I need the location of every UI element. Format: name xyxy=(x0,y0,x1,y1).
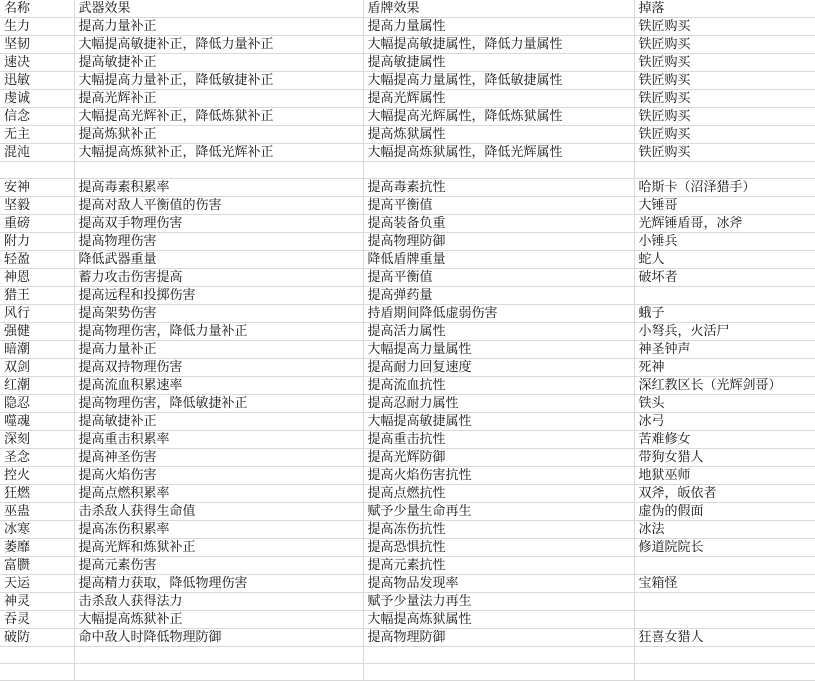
cell-name[interactable]: 巫蛊 xyxy=(0,503,74,521)
cell-shield-effect[interactable]: 提高装备负重 xyxy=(363,215,634,233)
cell-name[interactable] xyxy=(0,647,74,664)
cell-drop[interactable] xyxy=(634,611,815,629)
table-row xyxy=(0,126,815,144)
cell-shield-effect[interactable]: 持盾期间降低虚弱伤害 xyxy=(363,305,634,323)
cell-shield-effect[interactable]: 提高平衡值 xyxy=(363,269,634,287)
cell-drop[interactable]: 铁匠购买 xyxy=(634,144,815,162)
cell-shield-effect[interactable]: 提高点燃抗性 xyxy=(363,485,634,503)
cell-shield-effect[interactable]: 提高耐力回复速度 xyxy=(363,359,634,377)
cell-shield-effect[interactable]: 提高物品发现率 xyxy=(363,575,634,593)
cell-drop[interactable]: 冰法 xyxy=(634,521,815,539)
cell-weapon-effect[interactable]: 击杀敌人获得法力 xyxy=(74,593,363,611)
cell-shield-effect[interactable]: 大幅提高炼狱属性，降低光辉属性 xyxy=(363,144,634,162)
cell-drop[interactable]: 小弩兵，火活尸 xyxy=(634,323,815,341)
cell-name[interactable]: 狂燃 xyxy=(0,485,74,503)
cell-weapon-effect[interactable]: 大幅提高炼狱补正，降低光辉补正 xyxy=(74,144,363,162)
table-row xyxy=(0,108,815,126)
cell-shield-effect[interactable]: 赋予少量生命再生 xyxy=(363,503,634,521)
cell-name[interactable]: 噬魂 xyxy=(0,413,74,431)
cell-weapon-effect[interactable]: 提高点燃积累率 xyxy=(74,485,363,503)
cell-weapon-effect[interactable]: 命中敌人时降低物理防御 xyxy=(74,629,363,647)
cell-drop[interactable]: 破坏者 xyxy=(634,269,815,287)
table-row xyxy=(0,413,815,431)
cell-weapon-effect[interactable]: 提高光辉补正 xyxy=(74,90,363,108)
cell-drop[interactable]: 铁匠购买 xyxy=(634,54,815,72)
cell-name[interactable]: 迅敏 xyxy=(0,72,74,90)
cell-weapon-effect[interactable]: 提高双持物理伤害 xyxy=(74,359,363,377)
cell-name[interactable]: 萎靡 xyxy=(0,539,74,557)
cell-drop[interactable]: 铁头 xyxy=(634,395,815,413)
cell-shield-effect[interactable]: 提高物理防御 xyxy=(363,629,634,647)
cell-name[interactable]: 深刻 xyxy=(0,431,74,449)
cell-weapon-effect[interactable]: 提高火焰伤害 xyxy=(74,467,363,485)
cell-shield-effect[interactable]: 提高炼狱属性 xyxy=(363,126,634,144)
table-row xyxy=(0,341,815,359)
cell-name[interactable]: 控火 xyxy=(0,467,74,485)
cell-weapon-effect[interactable]: 提高敏捷补正 xyxy=(74,54,363,72)
cell-name[interactable]: 神恩 xyxy=(0,269,74,287)
cell-drop[interactable]: 小锤兵 xyxy=(634,233,815,251)
table-row xyxy=(0,162,815,179)
cell-name[interactable]: 信念 xyxy=(0,108,74,126)
cell-shield-effect[interactable] xyxy=(363,647,634,664)
cell-shield-effect[interactable]: 提高忍耐力属性 xyxy=(363,395,634,413)
table-row xyxy=(0,611,815,629)
table-row xyxy=(0,467,815,485)
cell-name[interactable]: 虔诚 xyxy=(0,90,74,108)
cell-drop[interactable]: 铁匠购买 xyxy=(634,36,815,54)
cell-shield-effect[interactable]: 降低盾牌重量 xyxy=(363,251,634,269)
cell-drop[interactable]: 深红教区长（光辉剑哥） xyxy=(634,377,815,395)
cell-shield-effect[interactable]: 提高重击抗性 xyxy=(363,431,634,449)
cell-name[interactable]: 红潮 xyxy=(0,377,74,395)
cell-weapon-effect[interactable]: 击杀敌人获得生命值 xyxy=(74,503,363,521)
cell-weapon-effect[interactable]: 蓄力攻击伤害提高 xyxy=(74,269,363,287)
cell-name[interactable]: 天运 xyxy=(0,575,74,593)
cell-shield-effect[interactable]: 提高物理防御 xyxy=(363,233,634,251)
table-row xyxy=(0,305,815,323)
table-row xyxy=(0,503,815,521)
cell-shield-effect[interactable]: 大幅提高敏捷属性 xyxy=(363,413,634,431)
cell-weapon-effect[interactable]: 提高重击积累率 xyxy=(74,431,363,449)
table-row xyxy=(0,593,815,611)
cell-weapon-effect[interactable]: 提高炼狱补正 xyxy=(74,126,363,144)
cell-drop[interactable] xyxy=(634,664,815,681)
cell-name[interactable]: 暗潮 xyxy=(0,341,74,359)
cell-shield-effect[interactable]: 大幅提高力量属性 xyxy=(363,341,634,359)
cell-shield-effect[interactable]: 大幅提高炼狱属性 xyxy=(363,611,634,629)
cell-weapon-effect[interactable] xyxy=(74,664,363,681)
table-row xyxy=(0,144,815,162)
table-row xyxy=(0,359,815,377)
cell-weapon-effect[interactable]: 提高力量补正 xyxy=(74,18,363,36)
cell-drop[interactable]: 铁匠购买 xyxy=(634,18,815,36)
table-row xyxy=(0,647,815,664)
table-row xyxy=(0,664,815,681)
table-row xyxy=(0,215,815,233)
cell-name[interactable]: 重磅 xyxy=(0,215,74,233)
table-row xyxy=(0,629,815,647)
cell-name[interactable]: 坚韧 xyxy=(0,36,74,54)
table-row xyxy=(0,179,815,197)
cell-drop[interactable]: 宝箱怪 xyxy=(634,575,815,593)
cell-weapon-effect[interactable]: 提高双手物理伤害 xyxy=(74,215,363,233)
cell-name[interactable] xyxy=(0,664,74,681)
header-row xyxy=(0,0,815,18)
cell-weapon-effect[interactable] xyxy=(74,162,363,179)
table-row xyxy=(0,449,815,467)
cell-weapon-effect[interactable]: 提高远程和投掷伤害 xyxy=(74,287,363,305)
cell-shield-effect[interactable]: 提高活力属性 xyxy=(363,323,634,341)
cell-shield-effect[interactable]: 提高恐惧抗性 xyxy=(363,539,634,557)
cell-shield-effect[interactable]: 提高流血抗性 xyxy=(363,377,634,395)
cell-shield-effect[interactable]: 大幅提高力量属性，降低敏捷属性 xyxy=(363,72,634,90)
table-row xyxy=(0,36,815,54)
cell-shield-effect[interactable]: 大幅提高光辉属性，降低炼狱属性 xyxy=(363,108,634,126)
cell-weapon-effect[interactable]: 提高力量补正 xyxy=(74,341,363,359)
cell-weapon-effect[interactable]: 提高对敌人平衡值的伤害 xyxy=(74,197,363,215)
table-row xyxy=(0,54,815,72)
cell-weapon-effect[interactable]: 提高元素伤害 xyxy=(74,557,363,575)
cell-drop[interactable]: 铁匠购买 xyxy=(634,72,815,90)
cell-drop[interactable]: 虚伪的假面 xyxy=(634,503,815,521)
cell-drop[interactable]: 带狗女猎人 xyxy=(634,449,815,467)
cell-weapon-effect[interactable]: 提高敏捷补正 xyxy=(74,413,363,431)
cell-shield-effect[interactable]: 大幅提高敏捷属性，降低力量属性 xyxy=(363,36,634,54)
cell-drop[interactable] xyxy=(634,647,815,664)
table-row xyxy=(0,575,815,593)
cell-weapon-effect[interactable]: 大幅提高光辉补正，降低炼狱补正 xyxy=(74,108,363,126)
table-row xyxy=(0,197,815,215)
cell-drop[interactable]: 狂喜女猎人 xyxy=(634,629,815,647)
cell-name[interactable]: 轻盈 xyxy=(0,251,74,269)
cell-drop[interactable]: 光辉锤盾哥，冰斧 xyxy=(634,215,815,233)
header-cell-weapon-effect[interactable]: 武器效果 xyxy=(74,0,363,18)
header-cell-shield-effect[interactable]: 盾牌效果 xyxy=(363,0,634,18)
cell-weapon-effect[interactable]: 提高流血积累速率 xyxy=(74,377,363,395)
cell-name[interactable]: 圣念 xyxy=(0,449,74,467)
cell-name[interactable]: 生力 xyxy=(0,18,74,36)
table-row xyxy=(0,18,815,36)
cell-name[interactable]: 双剑 xyxy=(0,359,74,377)
cell-shield-effect[interactable]: 提高火焰伤害抗性 xyxy=(363,467,634,485)
cell-name[interactable]: 神灵 xyxy=(0,593,74,611)
cell-shield-effect[interactable] xyxy=(363,162,634,179)
cell-weapon-effect[interactable]: 提高物理伤害，降低敏捷补正 xyxy=(74,395,363,413)
table-row xyxy=(0,269,815,287)
cell-name[interactable]: 安神 xyxy=(0,179,74,197)
cell-drop[interactable]: 铁匠购买 xyxy=(634,108,815,126)
cell-weapon-effect[interactable]: 降低武器重量 xyxy=(74,251,363,269)
cell-weapon-effect[interactable]: 提高物理伤害 xyxy=(74,233,363,251)
cell-drop[interactable]: 铁匠购买 xyxy=(634,90,815,108)
cell-drop[interactable]: 哈斯卡（沼泽猎手） xyxy=(634,179,815,197)
cell-name[interactable]: 附力 xyxy=(0,233,74,251)
table-row xyxy=(0,521,815,539)
cell-name[interactable]: 隐忍 xyxy=(0,395,74,413)
cell-weapon-effect[interactable]: 提高架势伤害 xyxy=(74,305,363,323)
cell-drop[interactable]: 神圣钟声 xyxy=(634,341,815,359)
cell-drop[interactable] xyxy=(634,557,815,575)
cell-drop[interactable] xyxy=(634,162,815,179)
header-cell-drop[interactable]: 掉落 xyxy=(634,0,815,18)
cell-name[interactable]: 强健 xyxy=(0,323,74,341)
table-row xyxy=(0,251,815,269)
cell-drop[interactable] xyxy=(634,287,815,305)
cell-drop[interactable]: 大锤哥 xyxy=(634,197,815,215)
cell-weapon-effect[interactable]: 提高毒素积累率 xyxy=(74,179,363,197)
cell-name[interactable]: 猎王 xyxy=(0,287,74,305)
cell-name[interactable]: 坚毅 xyxy=(0,197,74,215)
cell-weapon-effect[interactable]: 大幅提高炼狱补正 xyxy=(74,611,363,629)
cell-weapon-effect[interactable]: 提高冻伤积累率 xyxy=(74,521,363,539)
cell-drop[interactable]: 冰弓 xyxy=(634,413,815,431)
cell-weapon-effect[interactable]: 大幅提高力量补正，降低敏捷补正 xyxy=(74,72,363,90)
cell-weapon-effect[interactable]: 提高光辉和炼狱补正 xyxy=(74,539,363,557)
cell-drop[interactable]: 双斧，皈依者 xyxy=(634,485,815,503)
table-row xyxy=(0,377,815,395)
cell-name[interactable]: 风行 xyxy=(0,305,74,323)
cell-weapon-effect[interactable] xyxy=(74,647,363,664)
table-row xyxy=(0,431,815,449)
cell-name[interactable]: 富臜 xyxy=(0,557,74,575)
table-row xyxy=(0,485,815,503)
cell-shield-effect[interactable]: 提高弹药量 xyxy=(363,287,634,305)
cell-shield-effect[interactable]: 提高光辉属性 xyxy=(363,90,634,108)
cell-drop[interactable]: 蛾子 xyxy=(634,305,815,323)
cell-drop[interactable]: 铁匠购买 xyxy=(634,126,815,144)
cell-shield-effect[interactable]: 提高光辉防御 xyxy=(363,449,634,467)
table-row xyxy=(0,233,815,251)
cell-drop[interactable]: 死神 xyxy=(634,359,815,377)
table-row xyxy=(0,323,815,341)
cell-shield-effect[interactable]: 提高冻伤抗性 xyxy=(363,521,634,539)
cell-drop[interactable] xyxy=(634,593,815,611)
cell-drop[interactable]: 地狱巫师 xyxy=(634,467,815,485)
cell-name[interactable]: 无主 xyxy=(0,126,74,144)
cell-shield-effect[interactable]: 提高敏捷属性 xyxy=(363,54,634,72)
cell-drop[interactable]: 苦难修女 xyxy=(634,431,815,449)
cell-shield-effect[interactable]: 提高毒素抗性 xyxy=(363,179,634,197)
cell-name[interactable]: 速决 xyxy=(0,54,74,72)
table-row xyxy=(0,90,815,108)
header-cell-name[interactable]: 名称 xyxy=(0,0,74,18)
cell-shield-effect[interactable]: 赋予少量法力再生 xyxy=(363,593,634,611)
table-row xyxy=(0,395,815,413)
cell-weapon-effect[interactable]: 大幅提高敏捷补正，降低力量补正 xyxy=(74,36,363,54)
cell-shield-effect[interactable] xyxy=(363,664,634,681)
table-row xyxy=(0,557,815,575)
cell-weapon-effect[interactable]: 提高精力获取，降低物理伤害 xyxy=(74,575,363,593)
table-row xyxy=(0,287,815,305)
cell-name[interactable] xyxy=(0,162,74,179)
cell-shield-effect[interactable]: 提高平衡值 xyxy=(363,197,634,215)
cell-shield-effect[interactable]: 提高力量属性 xyxy=(363,18,634,36)
cell-drop[interactable]: 蛇人 xyxy=(634,251,815,269)
cell-weapon-effect[interactable]: 提高物理伤害，降低力量补正 xyxy=(74,323,363,341)
cell-name[interactable]: 冰寒 xyxy=(0,521,74,539)
table-row xyxy=(0,539,815,557)
cell-weapon-effect[interactable]: 提高神圣伤害 xyxy=(74,449,363,467)
cell-name[interactable]: 吞灵 xyxy=(0,611,74,629)
cell-drop[interactable]: 修道院院长 xyxy=(634,539,815,557)
cell-name[interactable]: 破防 xyxy=(0,629,74,647)
cell-name[interactable]: 混沌 xyxy=(0,144,74,162)
table-row xyxy=(0,72,815,90)
cell-shield-effect[interactable]: 提高元素抗性 xyxy=(363,557,634,575)
